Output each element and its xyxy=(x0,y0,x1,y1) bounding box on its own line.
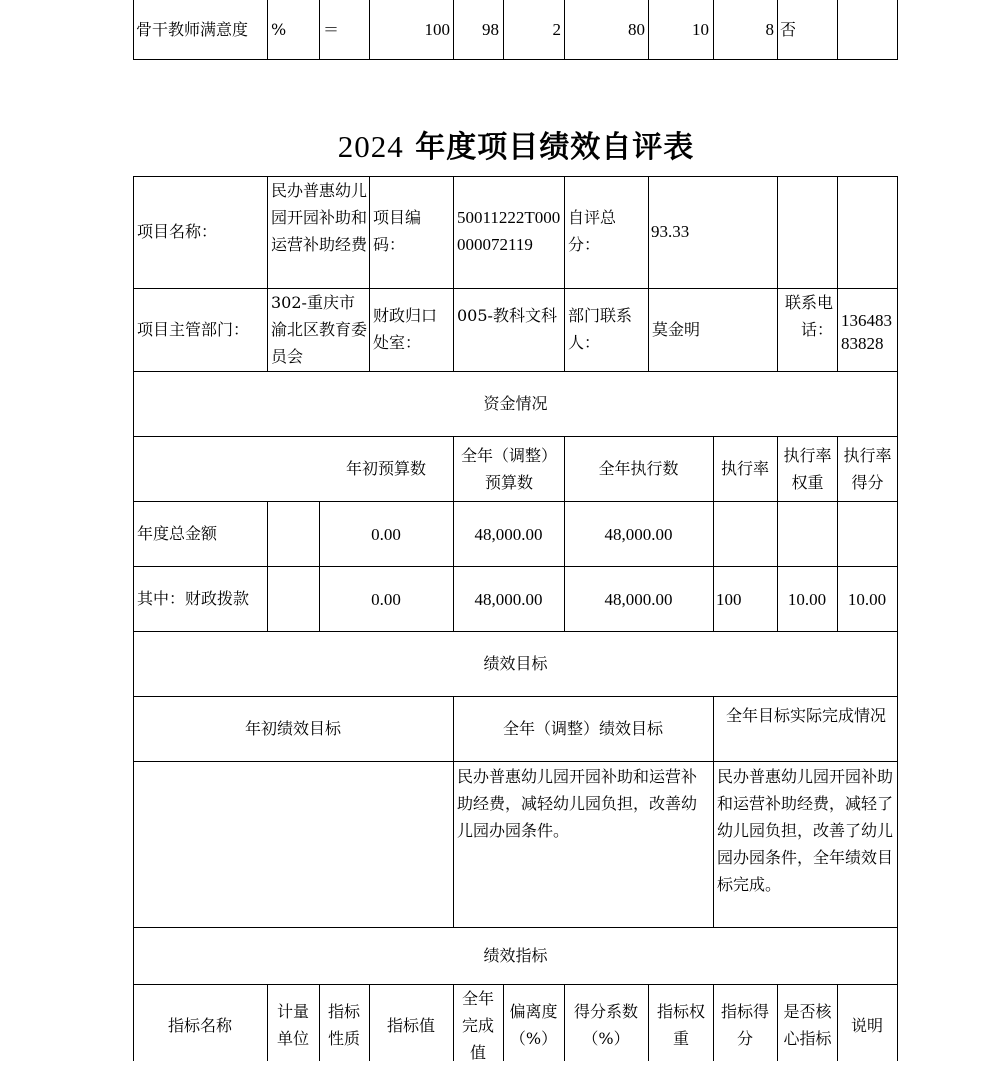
indicator-coefficient-cell: 80 xyxy=(628,20,645,39)
indicator-deviation-cell: 2 xyxy=(552,20,561,39)
phone-value: 13648383828 xyxy=(841,311,892,353)
indicator-unit-cell: % xyxy=(271,20,287,39)
funds-header-adjusted: 全年（调整）预算数 xyxy=(460,446,557,492)
project-name-value: 民办普惠幼儿园开园补助和运营补助经费 xyxy=(271,181,367,254)
funds-row-label: 其中：财政拨款 xyxy=(137,589,250,608)
project-name-label: 项目名称： xyxy=(137,222,218,241)
funds-section-title: 资金情况 xyxy=(483,394,548,413)
ind-header-unit: 计量单位 xyxy=(276,1002,309,1048)
title-year: 2024 xyxy=(337,129,404,164)
goals-header-actual: 全年目标实际完成情况 xyxy=(725,706,886,725)
goals-header-initial: 年初绩效目标 xyxy=(244,719,341,738)
ind-header-actual: 全年完成值 xyxy=(461,989,494,1062)
funds-header-rate-weight: 执行率权重 xyxy=(783,446,832,492)
indicator-target-cell: 100 xyxy=(424,20,450,39)
page-title xyxy=(0,122,1000,166)
ind-header-value: 指标值 xyxy=(386,1016,435,1035)
goals-header-adjusted: 全年（调整）绩效目标 xyxy=(502,719,663,738)
indicator-actual-cell: 98 xyxy=(482,20,499,39)
ind-header-core: 是否核心指标 xyxy=(783,1002,832,1048)
contact-value: 莫金明 xyxy=(652,320,701,339)
self-score-label: 自评总分： xyxy=(568,208,617,254)
contact-label: 部门联系人： xyxy=(568,306,633,352)
ind-header-note: 说明 xyxy=(850,1016,883,1035)
funds-header-rate-score: 执行率得分 xyxy=(843,446,892,492)
finance-office-label: 财政归口处室： xyxy=(373,306,438,352)
indicator-score-cell: 8 xyxy=(765,20,774,39)
ind-header-coefficient: 得分系数（%） xyxy=(573,1002,638,1048)
indicator-name-cell: 骨干教师满意度 xyxy=(136,20,249,39)
funds-row-rate-weight: 10.00 xyxy=(787,590,827,609)
ind-header-deviation: 偏离度（%） xyxy=(509,1002,558,1048)
ind-header-score: 指标得分 xyxy=(720,1002,769,1048)
ind-header-name: 指标名称 xyxy=(167,1016,232,1035)
funds-row-label: 年度总金额 xyxy=(137,524,218,543)
funds-row-rate-score: 10.00 xyxy=(847,590,887,609)
phone-label: 联系电话： xyxy=(784,293,833,339)
dept-label: 项目主管部门： xyxy=(137,320,250,339)
funds-header-rate: 执行率 xyxy=(720,459,769,478)
indicator-core-cell: 否 xyxy=(780,20,797,39)
ind-header-nature: 指标性质 xyxy=(327,1002,360,1048)
funds-row-adjusted: 48,000.00 xyxy=(474,525,543,544)
funds-row-initial: 0.00 xyxy=(371,525,401,544)
project-code-value: 50011222T000000072119 xyxy=(457,208,561,254)
indicator-weight-cell: 10 xyxy=(692,20,709,39)
title-text: 年度项目绩效自评表 xyxy=(415,130,695,165)
goals-actual-text: 民办普惠幼儿园开园补助和运营补助经费，减轻了幼儿园负担，改善了幼儿园办园条件，全年绩效目标完成。 xyxy=(717,767,893,894)
finance-office-value: 005-教科文科 xyxy=(457,306,557,325)
indicators-section-title: 绩效指标 xyxy=(483,946,548,965)
funds-row-executed: 48,000.00 xyxy=(604,525,673,544)
indicator-nature-cell: ＝ xyxy=(323,20,340,39)
funds-header-initial: 年初预算数 xyxy=(345,459,426,478)
ind-header-weight: 指标权重 xyxy=(656,1002,705,1048)
dept-value: 302-重庆市渝北区教育委员会 xyxy=(271,293,367,366)
funds-header-executed: 全年执行数 xyxy=(598,459,679,478)
funds-row-rate: 100 xyxy=(716,590,742,609)
funds-row-adjusted: 48,000.00 xyxy=(474,590,543,609)
goals-adjusted-text: 民办普惠幼儿园开园补助和运营补助经费，减轻幼儿园负担，改善幼儿园办园条件。 xyxy=(457,767,698,840)
funds-row-executed: 48,000.00 xyxy=(604,590,673,609)
project-code-label: 项目编码： xyxy=(373,208,422,254)
goals-section-title: 绩效目标 xyxy=(483,654,548,673)
self-score-value: 93.33 xyxy=(651,222,690,241)
funds-row-initial: 0.00 xyxy=(371,590,401,609)
